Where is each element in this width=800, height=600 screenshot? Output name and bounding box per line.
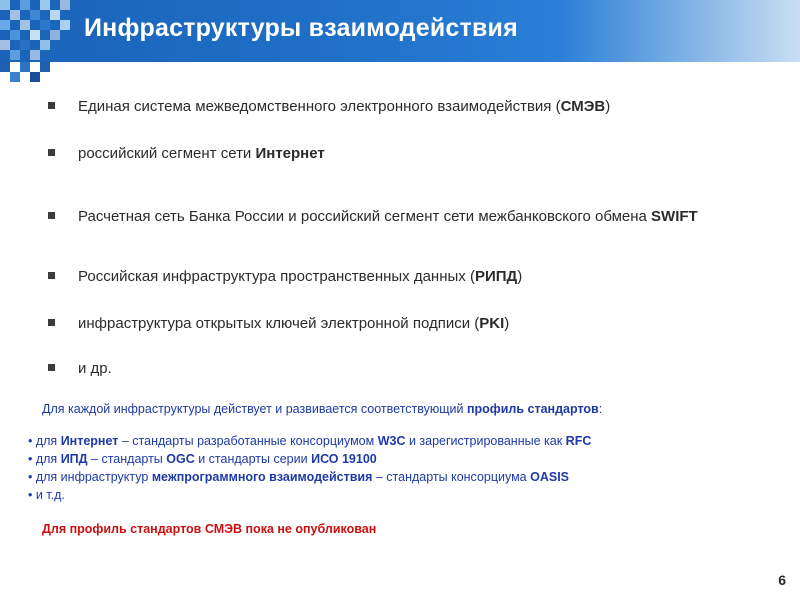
square-bullet-icon <box>48 149 55 156</box>
standards-item: • для инфраструктур межпрограммного взаимодействия – стандарты консорциума OASIS <box>28 470 570 484</box>
standards-item: • и т.д. <box>28 488 65 502</box>
page-title: Инфраструктуры взаимодействия <box>84 14 518 42</box>
square-bullet-icon <box>48 364 55 371</box>
warning-note: Для профиль стандартов СМЭВ пока не опубликован <box>42 522 377 536</box>
decorative-checker-pattern <box>0 0 80 80</box>
square-bullet-icon <box>48 272 55 279</box>
square-bullet-icon <box>48 212 55 219</box>
square-bullet-icon <box>48 319 55 326</box>
standards-item: • для ИПД – стандарты OGC и стандарты серии ИСО 19100 <box>28 452 377 466</box>
square-bullet-icon <box>48 102 55 109</box>
standards-item: • для Интернет – стандарты разработанные консорциумом W3C и зарегистрированные как RFC <box>28 434 592 448</box>
standards-intro: Для каждой инфраструктуры действует и развивается соответствующий профиль стандартов: <box>42 402 603 416</box>
page-number: 6 <box>778 572 786 588</box>
